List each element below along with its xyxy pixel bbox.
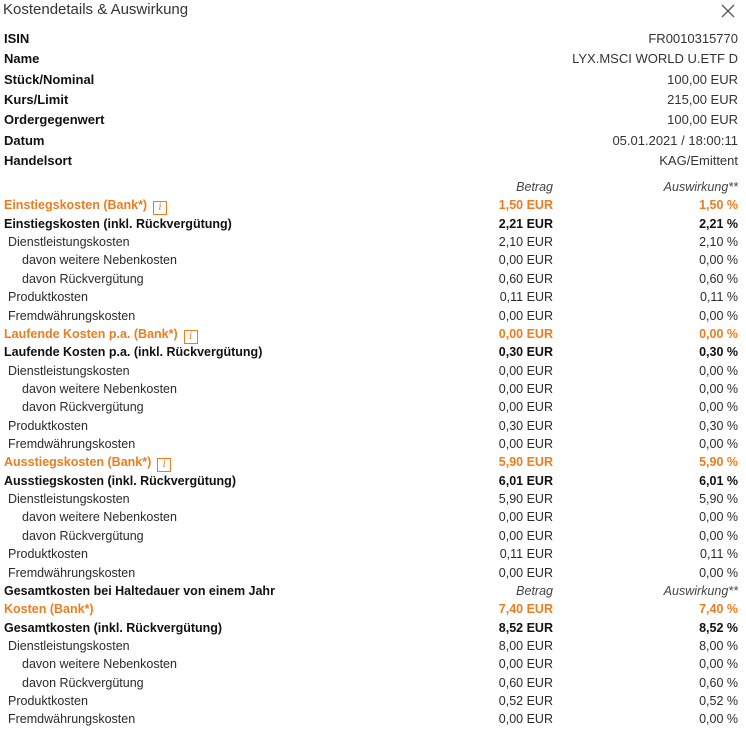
cost-label-text: Einstiegskosten (Bank*) (4, 198, 148, 213)
info-label: Name (4, 51, 40, 67)
cost-label (8, 309, 135, 323)
info-value: 100,00 EUR (667, 71, 738, 87)
table-row (0, 601, 746, 619)
cost-label (8, 639, 130, 653)
table-row (0, 473, 746, 491)
info-row (0, 70, 746, 90)
table-row (0, 638, 746, 656)
cost-impact: 0,00 % (699, 326, 738, 341)
cost-impact: 0,60 % (699, 675, 738, 690)
cost-amount: 0,30 EUR (498, 418, 553, 433)
cost-label (4, 602, 94, 616)
cost-label (8, 290, 88, 304)
cost-label-text: Dienstleistungskosten (8, 363, 130, 378)
dialog-title: Kostendetails & Auswirkung (3, 1, 189, 18)
cost-label-text: Ausstiegskosten (inkl. Rückvergütung) (4, 473, 236, 488)
info-icon[interactable]: i (153, 201, 167, 215)
cost-label (4, 217, 232, 231)
cost-impact: 0,11 % (700, 290, 738, 305)
cost-amount: 0,30 EUR (498, 345, 553, 360)
cost-label (4, 455, 171, 472)
table-row (0, 234, 746, 252)
cost-label-text: davon Rückvergütung (22, 675, 144, 690)
cost-amount: 6,01 EUR (498, 473, 553, 488)
cost-label (8, 419, 88, 433)
cost-label-text: Einstiegskosten (inkl. Rückvergütung) (4, 216, 232, 231)
dialog-header (0, 0, 746, 22)
table-row (0, 399, 746, 417)
info-value: FR0010315770 (648, 31, 738, 46)
cost-impact: 0,60 % (699, 271, 738, 286)
cost-impact: 5,90 % (699, 455, 738, 470)
cost-label-text: Produktkosten (8, 547, 88, 562)
table-row (0, 436, 746, 454)
info-label: Handelsort (4, 152, 72, 168)
close-icon[interactable] (718, 1, 738, 21)
cost-label (4, 474, 236, 488)
cost-amount: 1,50 EUR (498, 198, 553, 213)
cost-impact: 2,10 % (699, 235, 738, 250)
cost-amount: 8,52 EUR (498, 620, 553, 635)
cost-amount: 0,00 EUR (498, 712, 553, 727)
cost-amount: 0,00 EUR (498, 510, 553, 525)
cost-label (8, 364, 130, 378)
cost-label-text: Fremdwährungskosten (8, 308, 136, 323)
column-header-amount: Betrag (516, 180, 553, 194)
table-row (0, 363, 746, 381)
cost-amount: 0,00 EUR (498, 308, 553, 323)
cost-label-text: Gesamtkosten (inkl. Rückvergütung) (4, 620, 223, 635)
cost-label (4, 345, 262, 359)
table-row (0, 418, 746, 436)
cost-amount: 0,00 EUR (498, 565, 553, 580)
cost-label-text: Laufende Kosten p.a. (inkl. Rückvergütung) (4, 345, 263, 360)
table-row (0, 656, 746, 674)
cost-label-text: Gesamtkosten bei Haltedauer von einem Jahr (4, 583, 275, 598)
cost-amount: 2,21 EUR (498, 216, 553, 231)
table-row (0, 693, 746, 711)
cost-amount: 0,00 EUR (498, 253, 553, 268)
table-row (0, 454, 746, 472)
info-value: 100,00 EUR (667, 112, 738, 128)
cost-impact: 7,40 % (699, 602, 738, 617)
cost-label-text: Dienstleistungskosten (8, 235, 130, 250)
cost-impact: 0,00 % (699, 657, 738, 672)
cost-amount: 0,00 EUR (498, 437, 553, 452)
info-label: Datum (4, 132, 45, 148)
cost-label (22, 382, 177, 396)
cost-impact: 1,50 % (699, 198, 738, 213)
cost-label (4, 584, 275, 598)
info-label: Kurs/Limit (4, 91, 69, 107)
cost-impact: 0,00 % (699, 363, 738, 378)
cost-impact: 0,52 % (699, 694, 738, 709)
cost-impact: 0,00 % (699, 381, 738, 396)
cost-label (8, 566, 135, 580)
cost-label-text: Dienstleistungskosten (8, 492, 130, 507)
cost-label-text: Fremdwährungskosten (8, 565, 136, 580)
cost-impact: 0,30 % (699, 418, 738, 433)
table-row (0, 528, 746, 546)
cost-label (8, 492, 130, 506)
info-row (0, 151, 746, 171)
table-row (0, 565, 746, 583)
cost-impact: 0,00 % (699, 565, 738, 580)
cost-label-text: Ausstiegskosten (Bank*) (4, 455, 152, 470)
cost-label-text: davon Rückvergütung (22, 528, 144, 543)
table-row (0, 344, 746, 362)
table-row (0, 326, 746, 344)
cost-label-text: Laufende Kosten p.a. (Bank*) (4, 326, 178, 341)
cost-label-text: davon Rückvergütung (22, 400, 144, 415)
cost-label-text: Dienstleistungskosten (8, 639, 130, 653)
info-row (0, 110, 746, 130)
table-row (0, 308, 746, 326)
table-row (0, 216, 746, 234)
cost-label-text: Produktkosten (8, 418, 88, 433)
info-value: 05.01.2021 / 18:00:11 (612, 132, 738, 148)
cost-amount: 5,90 EUR (498, 455, 553, 470)
cost-impact: 8,52 % (699, 620, 738, 635)
table-row (0, 381, 746, 399)
cost-impact: 0,00 % (699, 253, 738, 268)
cost-amount: 0,00 EUR (498, 528, 553, 543)
cost-label (22, 510, 177, 524)
cost-label (4, 621, 222, 635)
cost-label-text: davon weitere Nebenkosten (22, 510, 177, 525)
cost-amount: 0,11 EUR (499, 547, 553, 562)
cost-label (22, 676, 144, 690)
cost-label-text: Produktkosten (8, 290, 88, 305)
cost-amount: 0,60 EUR (498, 271, 553, 286)
info-icon[interactable]: i (184, 330, 198, 344)
table-row (0, 546, 746, 564)
cost-label (22, 253, 177, 267)
info-row (0, 49, 746, 69)
cost-label-text: Produktkosten (8, 694, 88, 709)
cost-label-text: davon weitere Nebenkosten (22, 253, 177, 268)
cost-impact: 0,00 % (699, 308, 738, 323)
cost-impact: 0,00 % (699, 510, 738, 525)
table-row (0, 620, 746, 638)
cost-amount: 2,10 EUR (498, 235, 553, 250)
column-header-amount: Betrag (516, 583, 553, 598)
cost-impact: 5,90 % (699, 492, 738, 507)
info-label: Stück/Nominal (4, 71, 95, 87)
table-row (0, 675, 746, 693)
table-row (0, 289, 746, 307)
table-header-row (0, 583, 746, 601)
cost-amount: 0,11 EUR (499, 290, 553, 305)
table-row (0, 491, 746, 509)
cost-impact: 0,30 % (699, 345, 738, 360)
info-row (0, 90, 746, 110)
cost-label (8, 235, 130, 249)
column-header-impact: Auswirkung** (663, 180, 738, 194)
cost-amount: 8,00 EUR (498, 639, 553, 653)
info-row (0, 29, 746, 49)
info-value: LYX.MSCI WORLD U.ETF D (572, 51, 738, 67)
cost-label-text: davon weitere Nebenkosten (22, 381, 177, 396)
cost-label (8, 437, 135, 451)
info-value: KAG/Emittent (659, 152, 738, 168)
cost-label (8, 694, 88, 708)
column-header-impact: Auswirkung** (663, 583, 738, 598)
info-label: Ordergegenwert (4, 112, 105, 128)
cost-impact: 0,00 % (699, 528, 738, 543)
cost-amount: 0,52 EUR (498, 694, 553, 709)
cost-label-text: davon Rückvergütung (22, 271, 144, 286)
cost-amount: 0,60 EUR (498, 675, 553, 690)
cost-label (22, 400, 144, 414)
info-icon[interactable]: i (157, 458, 171, 472)
cost-impact: 0,11 % (700, 547, 738, 562)
cost-label (4, 198, 167, 215)
cost-amount: 0,00 EUR (498, 381, 553, 396)
cost-impact: 2,21 % (699, 216, 738, 231)
cost-label (8, 547, 88, 561)
cost-impact: 0,00 % (699, 400, 738, 415)
table-row (0, 252, 746, 270)
info-row (0, 131, 746, 151)
table-row (0, 509, 746, 527)
table-row (0, 711, 746, 729)
cost-amount: 7,40 EUR (498, 602, 553, 617)
cost-label-text: davon weitere Nebenkosten (22, 657, 177, 672)
cost-impact: 0,00 % (699, 712, 738, 727)
cost-impact: 6,01 % (699, 473, 738, 488)
table-row (0, 271, 746, 289)
cost-impact: 0,00 % (699, 437, 738, 452)
cost-amount: 0,00 EUR (498, 363, 553, 378)
cost-amount: 5,90 EUR (498, 492, 553, 507)
cost-label-text: Fremdwährungskosten (8, 437, 136, 452)
info-label: ISIN (4, 31, 30, 46)
cost-label (22, 272, 144, 286)
cost-label (22, 529, 144, 543)
table-header-row (0, 179, 746, 197)
cost-amount: 0,00 EUR (498, 400, 553, 415)
info-value: 215,00 EUR (667, 91, 738, 107)
cost-amount: 0,00 EUR (498, 657, 553, 672)
cost-label (22, 657, 177, 671)
cost-label (4, 327, 198, 344)
cost-label (8, 712, 135, 726)
cost-label-text: Fremdwährungskosten (8, 712, 136, 727)
table-row (0, 197, 746, 215)
cost-label-text: Kosten (Bank*) (4, 602, 94, 617)
cost-impact: 8,00 % (699, 639, 738, 653)
cost-amount: 0,00 EUR (498, 326, 553, 341)
